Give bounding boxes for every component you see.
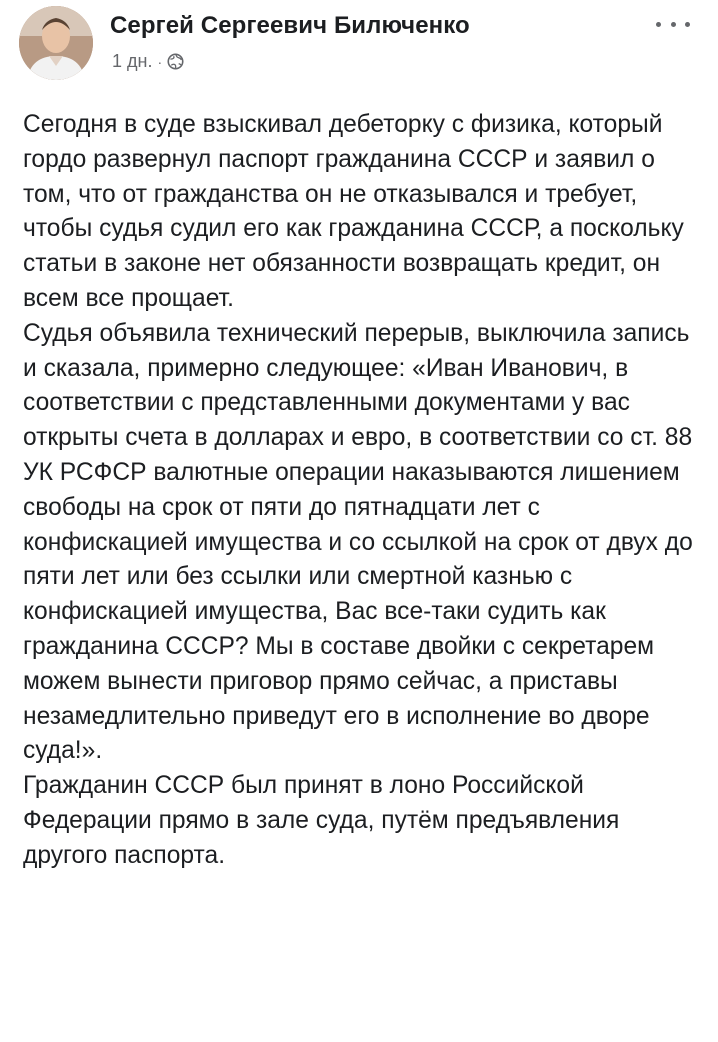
post-paragraph: Гражданин СССР был принят в лоно Российской Федерации прямо в зале суда, путём предъявления другого паспорта. xyxy=(23,772,620,869)
post-paragraph: Сегодня в суде взыскивал дебеторку с физика, который гордо развернул паспорт гражданина СССР и заявил о том, что от гражданства он не отказывался и требует, чтобы судья судил его как гражданина СССР, а поскольку статьи в законе нет обязанности возвращать кредит, он всем все прощает. xyxy=(23,111,684,312)
profile-photo-icon xyxy=(19,6,93,80)
post-text xyxy=(23,108,703,874)
author-name[interactable]: Сергей Сергеевич Билюченко xyxy=(110,12,470,39)
more-dot xyxy=(671,22,676,27)
author-avatar[interactable] xyxy=(19,6,93,80)
post-meta xyxy=(112,51,184,72)
globe-icon[interactable] xyxy=(167,53,184,70)
more-options-button[interactable] xyxy=(656,14,690,34)
more-horizontal-icon xyxy=(656,22,661,27)
post-header xyxy=(0,0,718,100)
post-paragraph: Судья объявила технический перерыв, выключила запись и сказала, примерно следующее: «Иван Иванович, в соответствии с представленными документами у вас открыты счета в долларах и евро, в соответствии со ст. 88 УК РСФСР валютные операции наказываются лишением свободы на срок от пяти до пятнадцати лет с конфискацией имущества и со ссылкой на срок от двух до пяти лет или без ссылки или смертной казнью с конфискацией имущества, Вас все-таки судить как гражданина СССР? Мы в составе двойки с секретарем можем вынести приговор прямо сейчас, а приставы незамедлительно приведут его в исполнение во дворе суда!». xyxy=(23,319,693,765)
post-timestamp[interactable]: 1 дн. xyxy=(112,51,153,71)
meta-separator: · xyxy=(157,53,163,70)
more-dot xyxy=(685,22,690,27)
